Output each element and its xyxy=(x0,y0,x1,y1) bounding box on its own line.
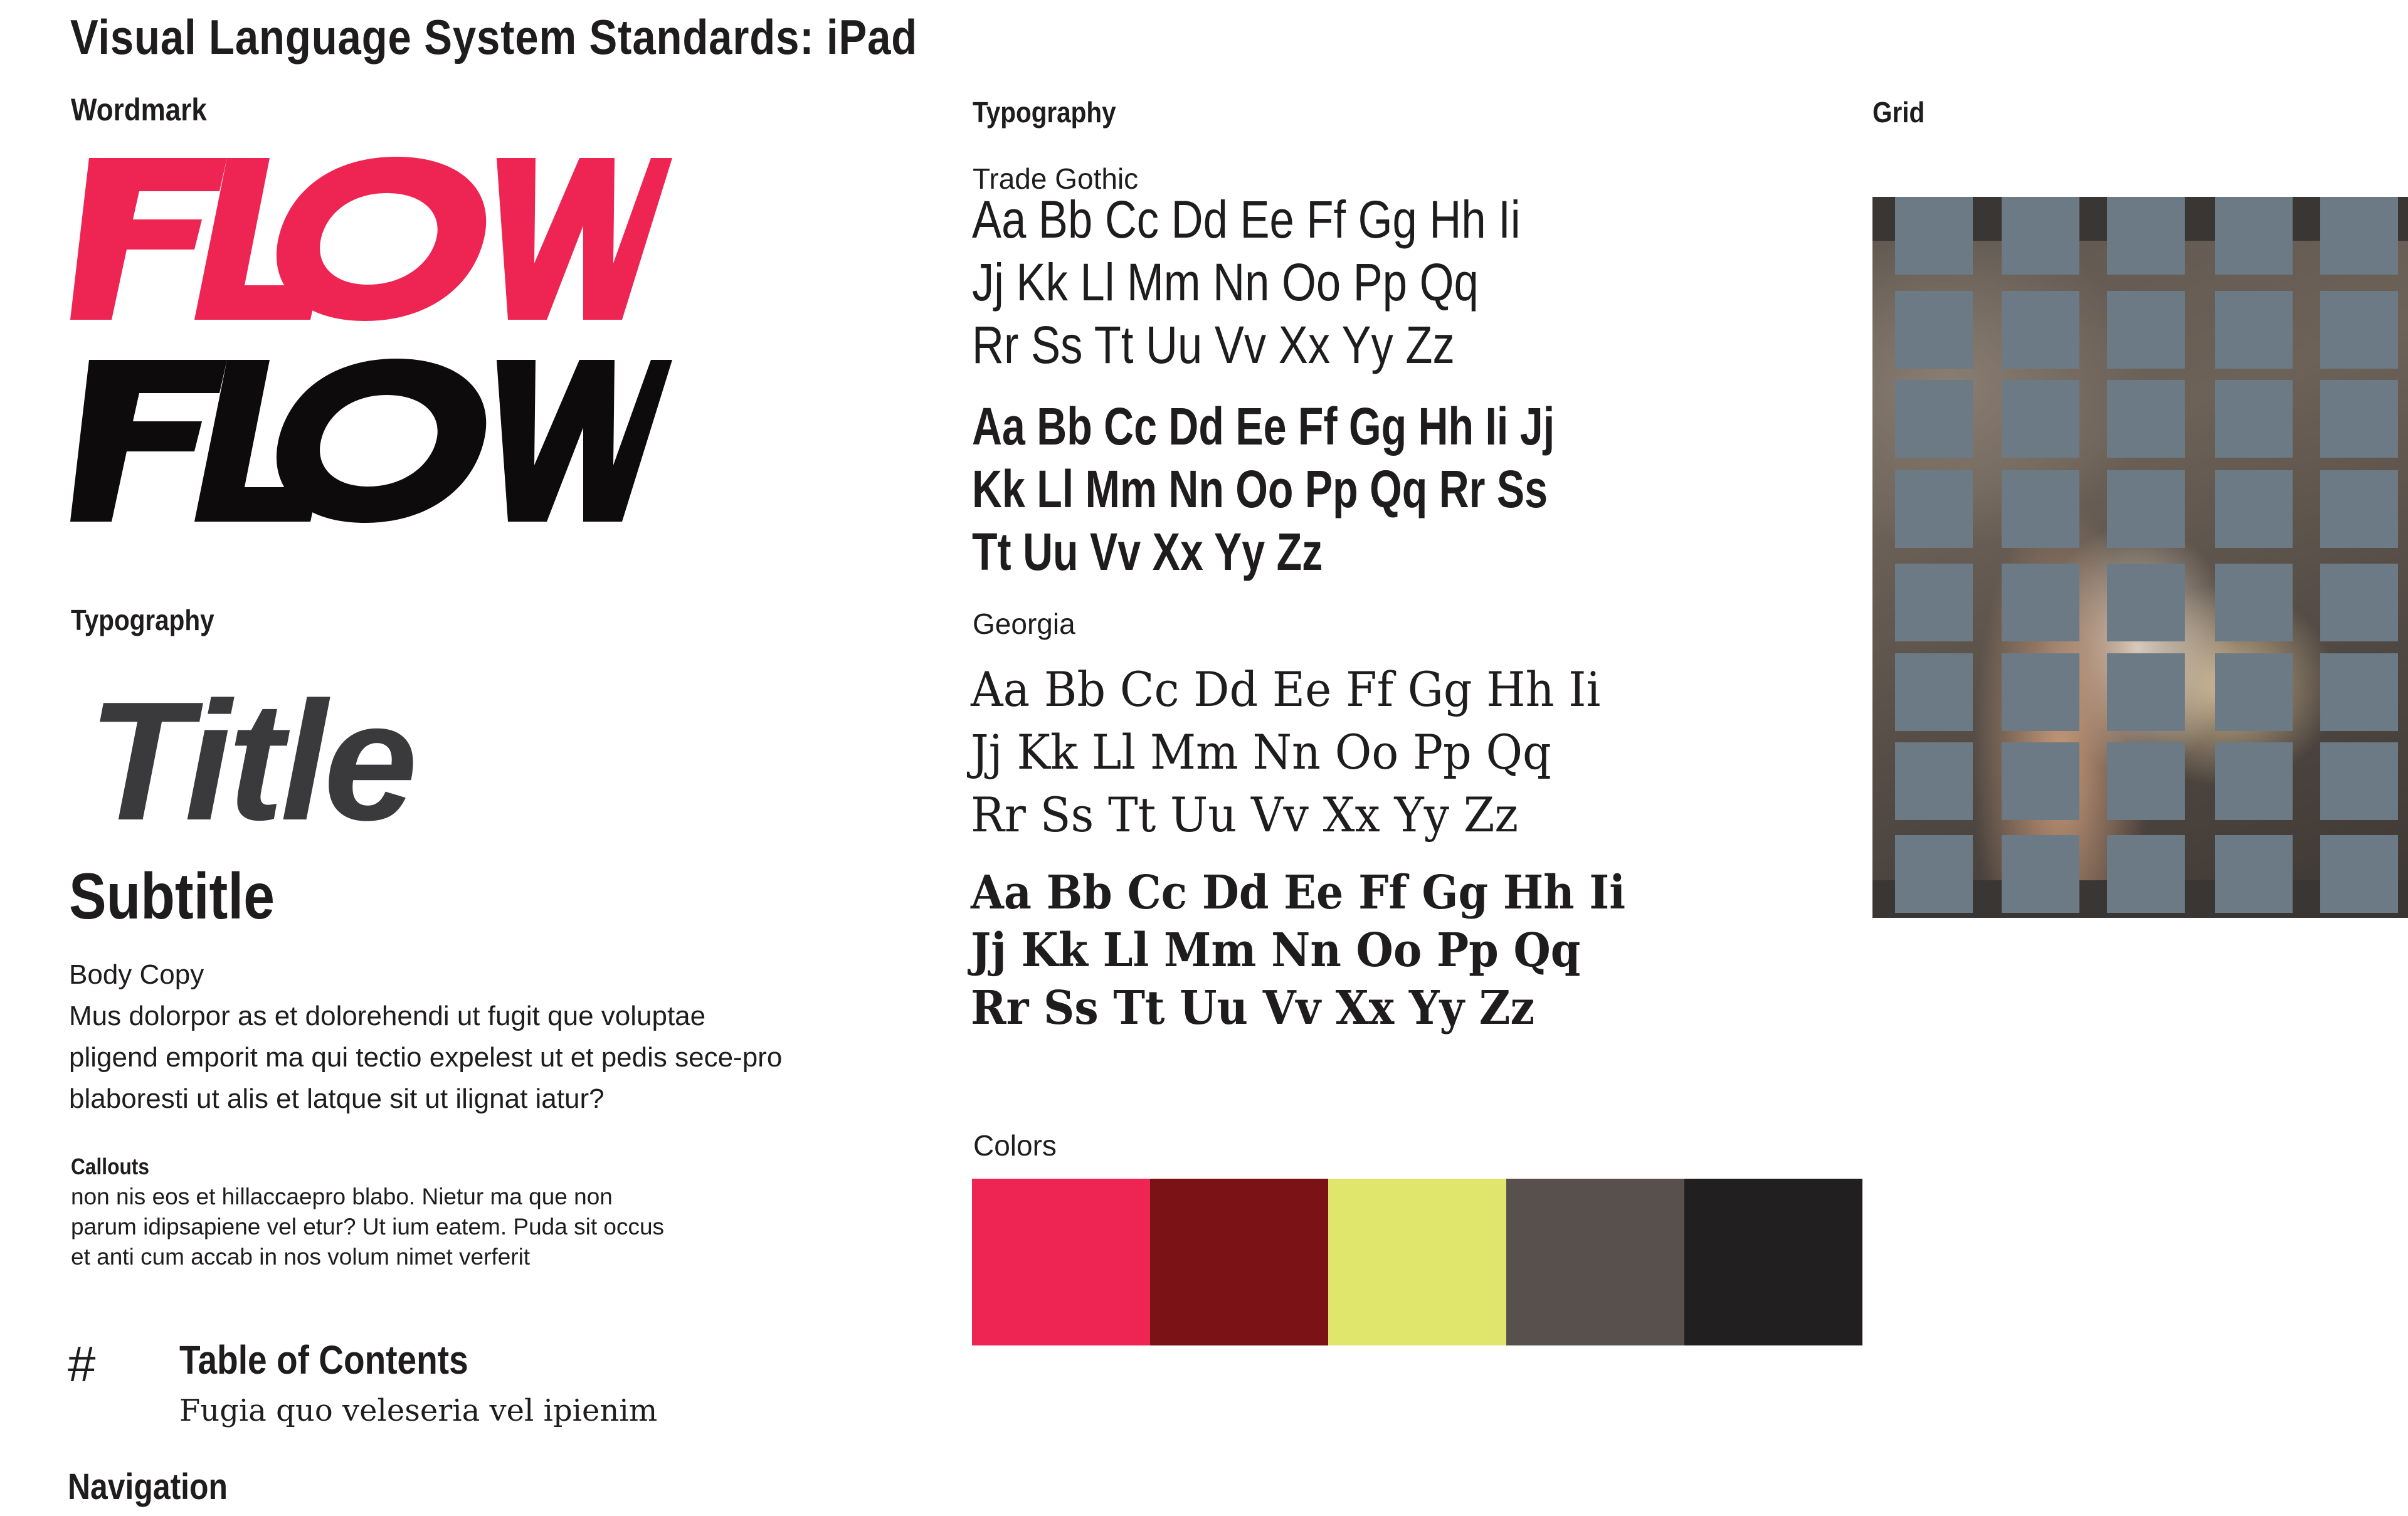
wordmark-heading: Wordmark xyxy=(71,92,207,127)
grid-cell xyxy=(1895,197,1973,275)
page-title: Visual Language System Standards: iPad xyxy=(70,9,918,65)
trade-gothic-regular-specimen: Aa Bb Cc Dd Ee Ff Gg Hh Ii Jj Kk Ll Mm Nn Oo Pp Qq Rr Ss Tt Uu Vv Xx Yy Zz xyxy=(972,190,1521,374)
grid-cell xyxy=(2320,380,2398,458)
grid-cell xyxy=(2107,197,2185,275)
georgia-bold-specimen: Aa Bb Cc Dd Ee Ff Gg Hh Ii Jj Kk Ll Mm Nn Oo Pp Qq Rr Ss Tt Uu Vv Xx Yy Zz xyxy=(971,866,1626,1035)
grid-cell xyxy=(2215,742,2293,820)
toc-title: Table of Contents xyxy=(179,1337,468,1382)
grid-cell xyxy=(2107,742,2185,820)
typography-heading-right: Typography xyxy=(973,96,1116,129)
body-copy-label: Body Copy xyxy=(69,959,204,990)
grid-cell xyxy=(2320,291,2398,369)
grid-cell xyxy=(1895,653,1973,731)
grid-cell xyxy=(2002,564,2079,641)
grid-cell xyxy=(1895,380,1973,458)
color-swatch xyxy=(972,1179,1150,1345)
grid-cell xyxy=(2320,835,2398,913)
grid-cell xyxy=(2215,470,2293,548)
grid-cell xyxy=(2002,291,2079,369)
grid-cell xyxy=(1895,742,1973,820)
color-swatch xyxy=(1684,1179,1862,1345)
grid-cell xyxy=(2215,380,2293,458)
grid-cell xyxy=(2002,197,2079,275)
grid-cell xyxy=(1895,470,1973,548)
grid-cell xyxy=(2107,470,2185,548)
navigation-label: Navigation xyxy=(68,1466,228,1507)
grid-cell xyxy=(2107,564,2185,641)
grid-cell xyxy=(1895,291,1973,369)
wordmark-logo-black xyxy=(70,359,672,523)
grid-cell xyxy=(2215,197,2293,275)
grid-cell xyxy=(2107,835,2185,913)
grid-cell xyxy=(2002,380,2079,458)
grid-cell xyxy=(2002,470,2079,548)
georgia-name: Georgia xyxy=(973,608,1075,640)
grid-cell xyxy=(2320,197,2398,275)
grid-cell xyxy=(2002,653,2079,731)
grid-cell xyxy=(2320,470,2398,548)
callouts-text: non nis eos et hillaccaepro blabo. Nietur ma que non parum idipsapiene vel etur? Ut ium eatem. Puda sit occus et anti cum accab in nos volum nimet verferit xyxy=(71,1184,665,1270)
grid-heading: Grid xyxy=(1872,96,1925,129)
color-swatch xyxy=(1328,1179,1506,1345)
trade-gothic-bold-specimen: Aa Bb Cc Dd Ee Ff Gg Hh Ii Jj Kk Ll Mm Nn Oo Pp Qq Rr Ss Tt Uu Vv Xx Yy Zz xyxy=(972,397,1555,581)
color-swatch xyxy=(1150,1179,1328,1345)
grid-cell xyxy=(2215,564,2293,641)
color-swatches xyxy=(972,1179,1862,1345)
grid-cell xyxy=(2107,291,2185,369)
toc-subtitle: Fugia quo veleseria vel ipienim xyxy=(179,1393,658,1428)
color-swatch xyxy=(1506,1179,1684,1345)
subtitle-sample: Subtitle xyxy=(69,860,275,933)
grid-cell xyxy=(2215,835,2293,913)
grid-cell xyxy=(2215,291,2293,369)
wordmark-logo-pink xyxy=(70,157,672,321)
grid-cell xyxy=(2320,742,2398,820)
title-sample: Title xyxy=(88,667,415,856)
callouts-label: Callouts xyxy=(71,1154,149,1179)
grid-cell xyxy=(1895,564,1973,641)
grid-cell xyxy=(2107,380,2185,458)
grid-cell xyxy=(2320,564,2398,641)
body-copy-text: Mus dolorpor as et dolorehendi ut fugit que voluptae pligend emporit ma qui tectio expelest ut et pedis sece-pro blaboresti ut alis et latque sit ut ilignat iatur? xyxy=(69,1001,783,1114)
grid-cell xyxy=(2215,653,2293,731)
typography-heading-left: Typography xyxy=(71,604,214,636)
grid-cell xyxy=(1895,835,1973,913)
georgia-regular-specimen: Aa Bb Cc Dd Ee Ff Gg Hh Ii Jj Kk Ll Mm Nn Oo Pp Qq Rr Ss Tt Uu Vv Xx Yy Zz xyxy=(971,661,1601,843)
toc-hash-icon: # xyxy=(68,1336,96,1392)
grid-preview xyxy=(1872,197,2408,918)
trade-gothic-name: Trade Gothic xyxy=(973,162,1139,195)
colors-label: Colors xyxy=(973,1129,1057,1162)
grid-cell xyxy=(2002,742,2079,820)
grid-cell xyxy=(2320,653,2398,731)
grid-cell xyxy=(2002,835,2079,913)
grid-cell xyxy=(2107,653,2185,731)
